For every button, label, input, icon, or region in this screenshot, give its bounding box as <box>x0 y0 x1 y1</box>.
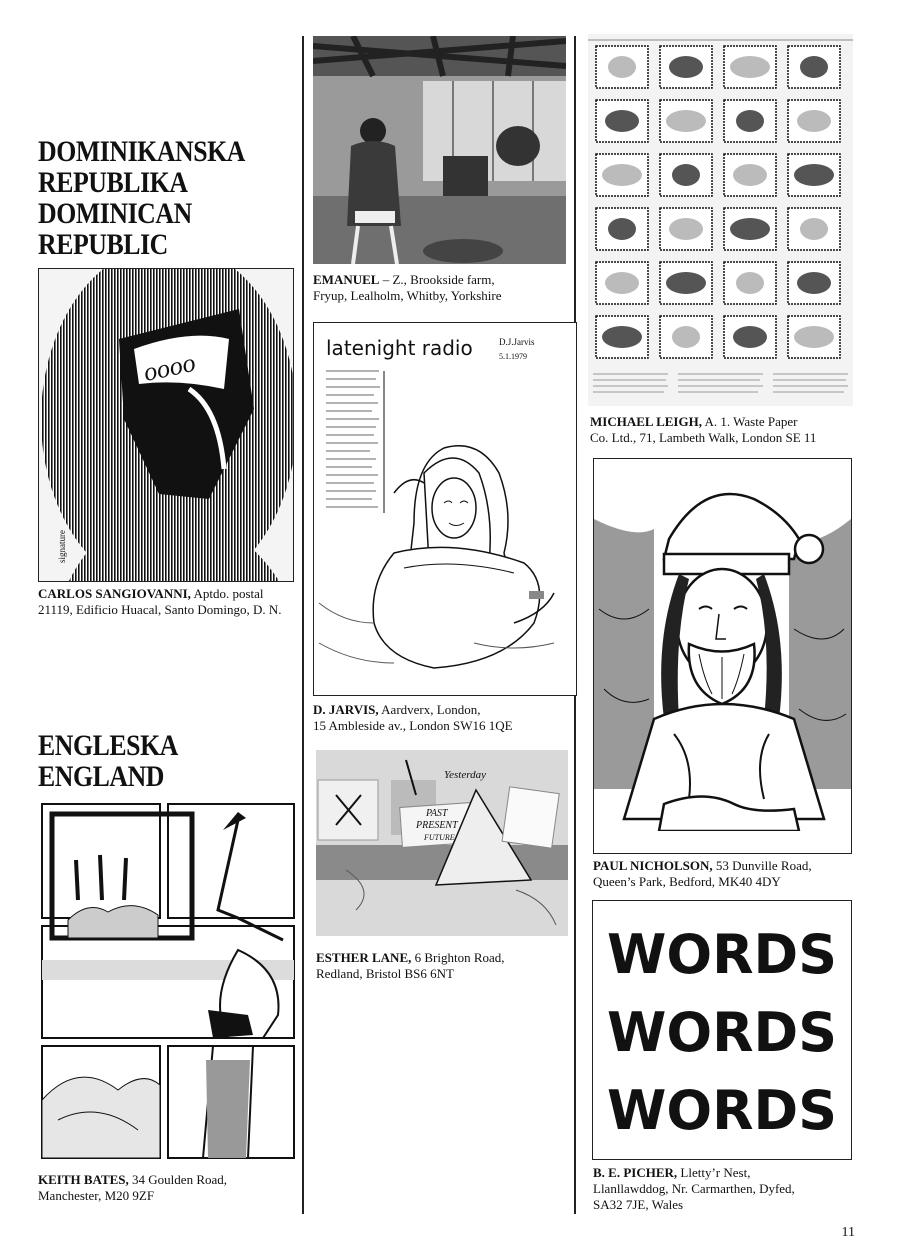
sangiovanni-artwork <box>38 268 294 582</box>
address-line: Co. Ltd., 71, Lambeth Walk, London SE 11 <box>590 430 817 445</box>
words-line: WORDS <box>607 1079 837 1142</box>
address-line: Llanllawddog, Nr. Carmarthen, Dyfed, <box>593 1181 795 1196</box>
stamp-image <box>608 218 636 240</box>
artist-name: B. E. PICHER, <box>593 1165 678 1180</box>
caption-jarvis <box>313 702 568 734</box>
heading-line: DOMINIKANSKA <box>38 135 245 168</box>
address-line: Queen’s Park, Bedford, MK40 4DY <box>593 874 781 889</box>
artist-name: ESTHER LANE, <box>316 950 412 965</box>
caption-emanuel <box>313 272 568 304</box>
stamp-image <box>736 272 764 294</box>
picher-words-artwork <box>592 900 852 1160</box>
stamp-image <box>733 326 767 348</box>
address-line: 34 Goulden Road, <box>128 1172 228 1187</box>
address-line: 15 Ambleside av., London SW16 1QE <box>313 718 513 733</box>
stamp-image <box>605 110 639 132</box>
stamp-image <box>672 164 700 186</box>
radio-title: latenight radio <box>326 336 473 360</box>
address-line: Manchester, M20 9ZF <box>38 1188 155 1203</box>
stamp-image <box>608 56 636 78</box>
stamp-image <box>736 110 764 132</box>
stamp-image <box>730 56 770 78</box>
stamp-image <box>794 164 834 186</box>
svg-text:signature: signature <box>57 530 67 563</box>
caption-bates <box>38 1172 300 1204</box>
stamp-image <box>669 218 703 240</box>
artist-name: CARLOS SANGIOVANNI, <box>38 586 191 601</box>
stamp-image <box>800 56 828 78</box>
heading-line: DOMINICAN <box>38 197 192 230</box>
emanuel-photo <box>313 36 566 264</box>
bates-comic-artwork <box>38 800 298 1162</box>
caption-leigh <box>590 414 860 446</box>
caption-sangiovanni <box>38 586 300 618</box>
address-line: 21119, Edificio Huacal, Santo Domingo, D. N. <box>38 602 282 617</box>
address-line: Aardverx, London, <box>378 702 481 717</box>
svg-text:oooo: oooo <box>141 347 198 388</box>
address-line: A. 1. Waste Paper <box>701 414 798 429</box>
address-line: Lletty’r Nest, <box>677 1165 751 1180</box>
collage-note: Yesterday <box>444 769 486 781</box>
words-line: WORDS <box>607 923 837 986</box>
address-line: Aptdo. postal <box>190 586 264 601</box>
caption-picher <box>593 1165 858 1213</box>
collage-note: FUTURE <box>424 833 455 842</box>
jarvis-latenight-radio-artwork <box>313 322 577 696</box>
stamp-image <box>733 164 767 186</box>
stamp-image <box>794 326 834 348</box>
words-line: WORDS <box>607 1001 837 1064</box>
artist-name: MICHAEL LEIGH, <box>590 414 702 429</box>
address-line: 53 Dunville Road, <box>712 858 812 873</box>
address-line: Redland, Bristol BS6 6NT <box>316 966 454 981</box>
stamp-image <box>800 218 828 240</box>
lane-collage-artwork <box>316 750 568 936</box>
leigh-stamp-sheet-artwork <box>588 34 853 406</box>
address-line: – Z., Brookside farm, <box>379 272 495 287</box>
radio-date: 5.1.1979 <box>499 352 527 361</box>
stamp-image <box>672 326 700 348</box>
address-line: 6 Brighton Road, <box>411 950 505 965</box>
column-rule-left <box>302 36 304 1214</box>
heading-line: ENGLESKA <box>38 729 178 762</box>
stamp-image <box>797 272 831 294</box>
stamp-image <box>797 110 831 132</box>
stamp-image <box>666 110 706 132</box>
stamp-image <box>730 218 770 240</box>
stamp-image <box>669 56 703 78</box>
radio-author: D.J.Jarvis <box>499 337 535 347</box>
page-number: 11 <box>841 1225 855 1240</box>
collage-note: PRESENT <box>416 820 458 831</box>
stamp-image <box>666 272 706 294</box>
heading-line: REPUBLIKA <box>38 166 188 199</box>
heading-line: ENGLAND <box>38 760 165 793</box>
artist-name: D. JARVIS, <box>313 702 379 717</box>
caption-nicholson <box>593 858 858 890</box>
artist-name: KEITH BATES, <box>38 1172 129 1187</box>
collage-note: PAST <box>426 808 448 819</box>
address-line: Fryup, Lealholm, Whitby, Yorkshire <box>313 288 502 303</box>
stamp-image <box>602 164 642 186</box>
nicholson-mona-lisa-artwork <box>593 458 852 854</box>
caption-lane <box>316 950 571 982</box>
section-heading-england <box>38 730 178 792</box>
stamp-image <box>605 272 639 294</box>
heading-line: REPUBLIC <box>38 228 168 261</box>
stamp-image <box>602 326 642 348</box>
artist-name: EMANUEL <box>313 272 380 287</box>
artist-name: PAUL NICHOLSON, <box>593 858 713 873</box>
section-heading-dominican-republic <box>38 136 245 260</box>
address-line: SA32 7JE, Wales <box>593 1197 684 1212</box>
